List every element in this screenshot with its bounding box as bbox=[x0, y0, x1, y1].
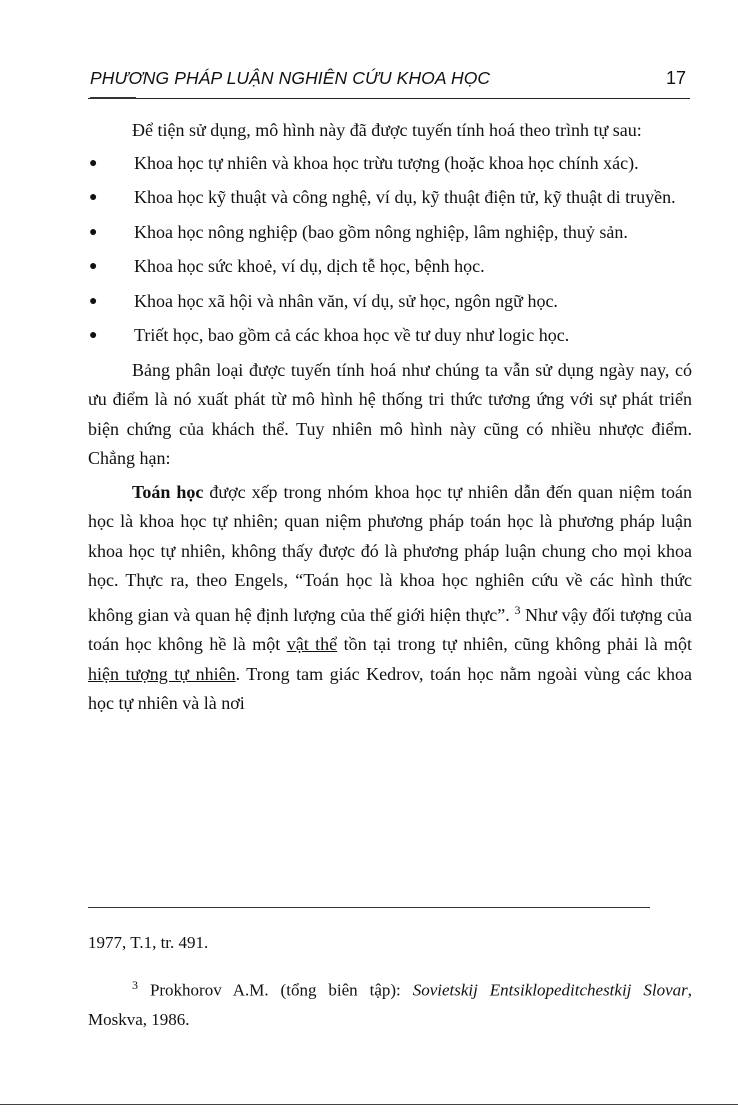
footnote-3-number: 3 bbox=[132, 978, 138, 992]
footnote-3 bbox=[88, 971, 692, 1034]
bullet-icon: ● bbox=[89, 259, 98, 274]
footnote-3-text-b: , Moskva, 1986. bbox=[88, 980, 692, 1029]
page-bottom-edge bbox=[0, 1104, 738, 1105]
list-item bbox=[88, 321, 692, 351]
footnote-ref-3: 3 bbox=[514, 602, 521, 617]
footnote-3-text-a: Prokhorov A.M. (tổng biên tập): bbox=[138, 980, 413, 1000]
list-item-text: Khoa học tự nhiên và khoa học trừu tượng (hoặc khoa học chính xác). bbox=[134, 152, 639, 173]
list-item-text: Khoa học sức khoẻ, ví dụ, dịch tễ học, bệnh học. bbox=[134, 256, 485, 276]
list-item-text: Triết học, bao gồm cả các khoa học về tư duy như logic học. bbox=[134, 325, 570, 345]
bullet-icon: ● bbox=[89, 224, 98, 240]
underlined-term-phenomenon: hiện tượng tự nhiên bbox=[88, 663, 236, 684]
intro-paragraph: Để tiện sử dụng, mô hình này đã được tuyến tính hoá theo trình tự sau: bbox=[132, 120, 642, 140]
mathematics-text-4: . Trong tam giác Kedrov, toán học nằm ngoài vùng các khoa học tự nhiên và là nơi bbox=[88, 663, 693, 713]
footnote-3-title: Sovietskij Entsiklopeditchestkij Slovar bbox=[412, 980, 688, 1000]
footnote-continuation: 1977, T.1, tr. 491. bbox=[88, 933, 209, 952]
main-text bbox=[88, 116, 692, 737]
underlined-term-object: vật thể bbox=[286, 634, 338, 654]
mathematics-paragraph bbox=[88, 478, 692, 719]
discipline-list bbox=[88, 149, 692, 351]
page-number: 17 bbox=[665, 68, 686, 88]
list-item bbox=[88, 218, 692, 248]
mathematics-text-2: Như vậy đối tượng của toán học không hề là một bbox=[88, 604, 693, 654]
list-item bbox=[88, 287, 692, 317]
list-item-text: Khoa học xã hội và nhân văn, ví dụ, sử học, ngôn ngữ học. bbox=[134, 290, 558, 311]
bullet-icon: ● bbox=[89, 293, 98, 309]
footnote-separator bbox=[88, 907, 650, 908]
mathematics-text-3: tồn tại trong tự nhiên, cũng không phải là một bbox=[337, 634, 692, 654]
bullet-icon: ● bbox=[89, 155, 98, 171]
bullet-icon: ● bbox=[89, 190, 98, 205]
mathematics-lead: Toán học bbox=[132, 481, 204, 502]
list-item bbox=[88, 252, 692, 282]
running-header-title: PHƯƠNG PHÁP LUẬN NGHIÊN CỨU KHOA HỌC bbox=[90, 68, 491, 88]
header-accent-rule bbox=[90, 97, 136, 99]
list-item-text: Khoa học nông nghiệp (bao gồm nông nghiệp, lâm nghiệp, thuỷ sản. bbox=[134, 221, 628, 242]
list-item-text: Khoa học kỹ thuật và công nghệ, ví dụ, kỹ thuật điện tử, kỹ thuật di truyền. bbox=[134, 187, 676, 207]
running-header bbox=[88, 64, 690, 99]
footnotes bbox=[88, 928, 692, 1034]
list-item bbox=[88, 149, 692, 179]
mathematics-text-1: được xếp trong nhóm khoa học tự nhiên dẫn đến quan niệm toán học là khoa học tự nhiên; quan niệm phương pháp toán học là phương pháp luận khoa học tự nhiên, không thấy được đó là phương pháp luận chung cho mọi khoa học. Thực ra, theo Engels, “Toán học là khoa học nghiên cứu về các hình thức không gian và quan hệ định lượng của thế giới hiện thực”. bbox=[88, 481, 692, 625]
list-item bbox=[88, 183, 692, 213]
classification-paragraph: Bảng phân loại được tuyến tính hoá như chúng ta vẫn sử dụng ngày nay, có ưu điểm là nó xuất phát từ mô hình hệ thống tri thức tương ứng với sự phát triển biện chứng của khách thể. Tuy nhiên mô hình này cũng có nhiều nhược điểm. Chẳng hạn: bbox=[88, 359, 692, 468]
bullet-icon: ● bbox=[89, 328, 98, 343]
